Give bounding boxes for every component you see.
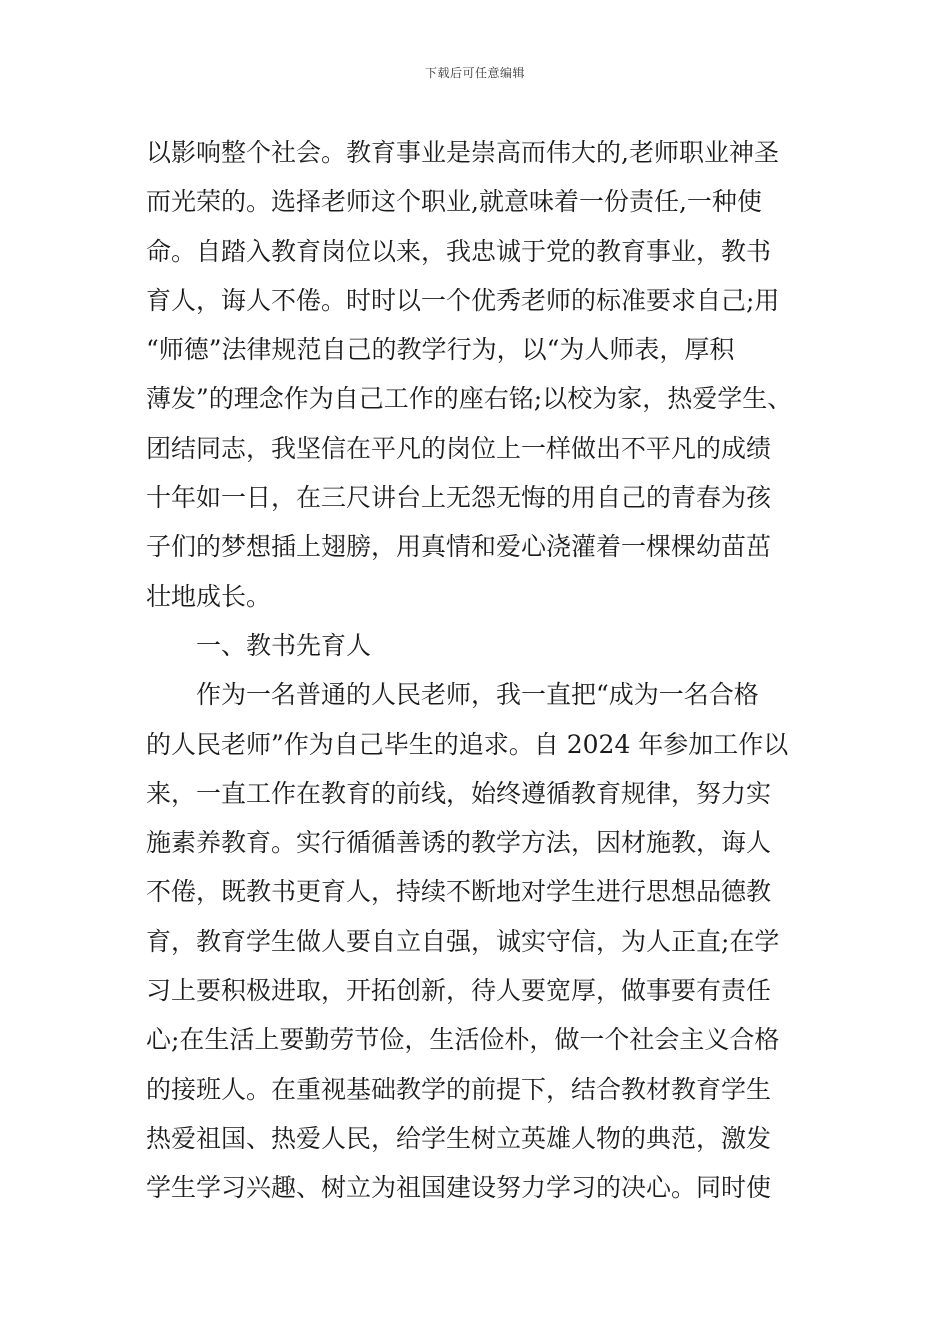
paragraph-line: 学生学习兴趣、树立为祖国建设努力学习的决心。同时使 [146, 1173, 772, 1203]
paragraph-line: 十年如一日，在三尺讲台上无怨无悔的用自己的青春为孩 [146, 483, 772, 513]
paragraph-line: 热爱祖国、热爱人民，给学生树立英雄人物的典范，激发 [146, 1123, 772, 1153]
paragraph-line: “师德”法律规范自己的教学行为，以“为人师表，厚积 [146, 335, 735, 365]
paragraph-line: 子们的梦想插上翅膀，用真情和爱心浇灌着一棵棵幼苗茁 [146, 532, 772, 562]
paragraph-line: 不倦，既教书更育人，持续不断地对学生进行思想品德教 [146, 877, 772, 907]
paragraph-line: 习上要积极进取，开拓创新，待人要宽厚，做事要有责任 [146, 976, 772, 1006]
paragraph-line-indented: 一、教书先育人 [196, 630, 372, 660]
paragraph-line-indented: 作为一名普通的人民老师，我一直把“成为一名合格 [196, 680, 759, 710]
page-header: 下载后可任意编辑 [424, 66, 525, 80]
paragraph-line: 心;在生活上要勤劳节俭，生活俭朴，做一个社会主义合格 [146, 1025, 780, 1055]
paragraph-line: 壮地成长。 [146, 581, 272, 611]
paragraph-line: 施素养教育。实行循循善诱的教学方法，因材施教，诲人 [146, 828, 772, 858]
paragraph-line: 薄发”的理念作为自己工作的座右铭;以校为家，热爱学生、 [146, 384, 793, 414]
paragraph-line: 的接班人。在重视基础教学的前提下，结合教材教育学生 [146, 1074, 772, 1104]
paragraph-line: 来，一直工作在教育的前线，始终遵循教育规律，努力实 [146, 778, 772, 808]
paragraph-line: 而光荣的。选择老师这个职业,就意味着一份责任,一种使 [146, 187, 762, 217]
paragraph-line: 团结同志，我坚信在平凡的岗位上一样做出不平凡的成绩 [146, 433, 772, 463]
paragraph-line: 以影响整个社会。教育事业是崇高而伟大的,老师职业神圣 [146, 138, 779, 167]
paragraph-line: 育，教育学生做人要自立自强，诚实守信，为人正直;在学 [146, 926, 780, 956]
document-body [146, 128, 826, 1213]
paragraph-line: 命。自踏入教育岗位以来，我忠诚于党的教育事业，教书 [146, 236, 772, 266]
paragraph-line: 育人，诲人不倦。时时以一个优秀老师的标准要求自己;用 [146, 285, 780, 315]
paragraph-line: 的人民老师”作为自己毕生的追求。自 2024 年参加工作以 [146, 729, 789, 759]
